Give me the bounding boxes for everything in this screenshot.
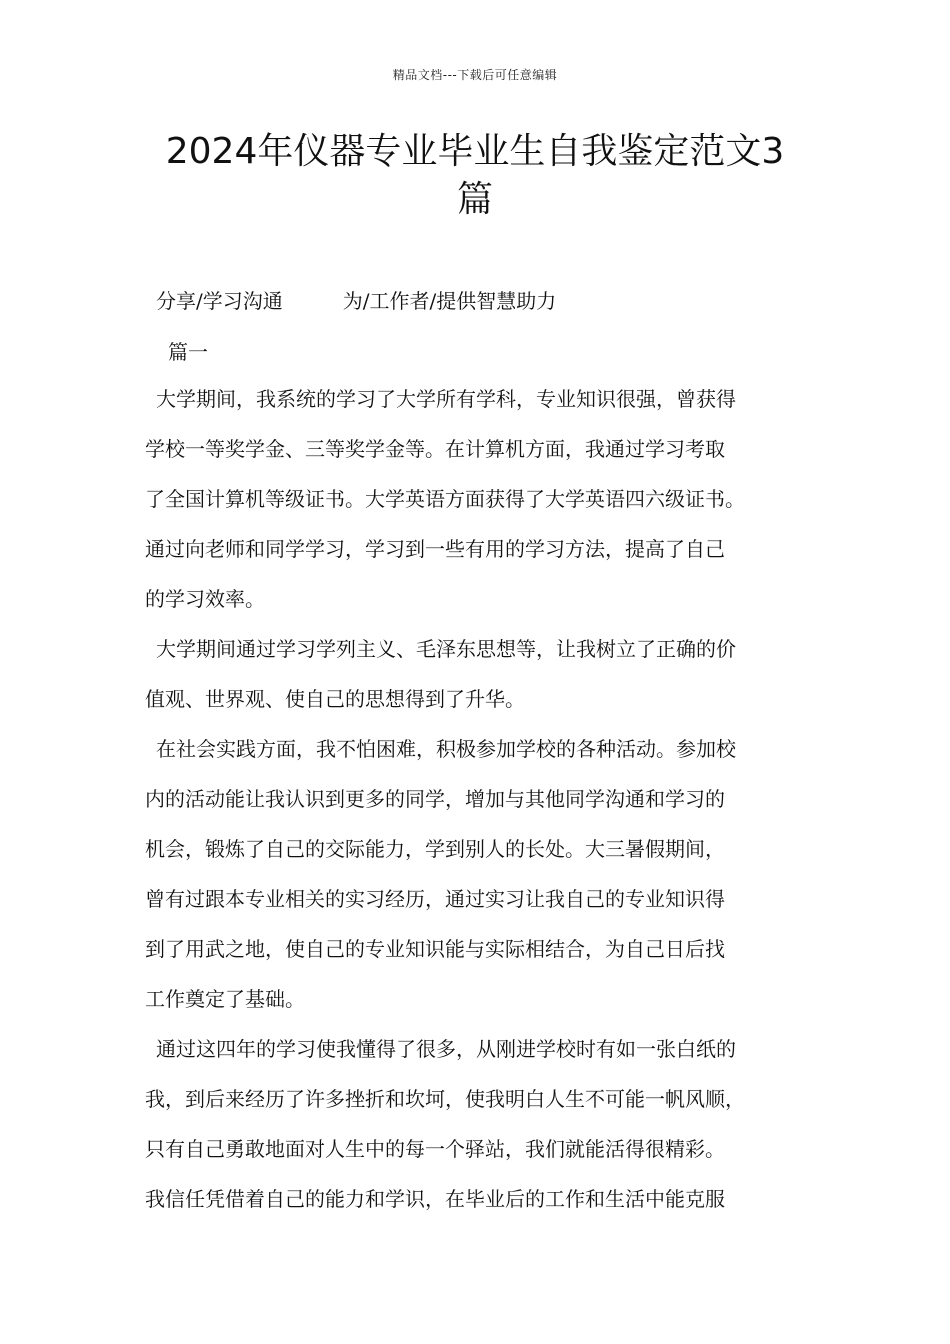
paragraph-line: 内的活动能让我认识到更多的同学，增加与其他同学沟通和学习的 <box>145 787 725 811</box>
paragraph-line: 只有自己勇敢地面对人生中的每一个驿站，我们就能活得很精彩。 <box>145 1137 725 1161</box>
paragraph-2 <box>145 624 835 724</box>
paragraph-line: 在社会实践方面，我不怕困难，积极参加学校的各种活动。参加校 <box>156 737 736 761</box>
paragraph-line: 学校一等奖学金、三等奖学金等。在计算机方面，我通过学习考取 <box>145 437 725 461</box>
section-label: 篇一 <box>168 340 208 364</box>
paragraph-line: 了全国计算机等级证书。大学英语方面获得了大学英语四六级证书。 <box>145 487 745 511</box>
paragraph-line: 的学习效率。 <box>145 587 265 611</box>
title-line-1: 2024年仪器专业毕业生自我鉴定范文3 <box>165 131 785 172</box>
byline: 分享/学习沟通 为/工作者/提供智慧助力 <box>156 289 557 313</box>
paragraph-line: 通过这四年的学习使我懂得了很多，从刚进学校时有如一张白纸的 <box>156 1037 736 1061</box>
paragraph-line: 到了用武之地，使自己的专业知识能与实际相结合，为自己日后找 <box>145 937 725 961</box>
paragraph-4 <box>145 1024 835 1224</box>
paragraph-line: 通过向老师和同学学习，学习到一些有用的学习方法，提高了自己 <box>145 537 725 561</box>
paragraph-line: 大学期间，我系统的学习了大学所有学科，专业知识很强，曾获得 <box>156 387 736 411</box>
paragraph-line: 我，到后来经历了许多挫折和坎坷，使我明白人生不可能一帆风顺， <box>145 1087 745 1111</box>
paragraph-line: 工作奠定了基础。 <box>145 987 305 1011</box>
header-note: 精品文档---下载后可任意编辑 <box>392 68 558 82</box>
paragraph-line: 机会，锻炼了自己的交际能力，学到别人的长处。大三暑假期间， <box>145 837 725 861</box>
document-title <box>120 128 830 224</box>
paragraph-line: 我信任凭借着自己的能力和学识，在毕业后的工作和生活中能克服 <box>145 1187 725 1211</box>
paragraph-1 <box>145 374 835 624</box>
paragraph-line: 曾有过跟本专业相关的实习经历，通过实习让我自己的专业知识得 <box>145 887 725 911</box>
paragraph-line: 值观、世界观、使自己的思想得到了升华。 <box>145 687 525 711</box>
title-line-2: 篇 <box>456 179 493 220</box>
paragraph-3 <box>145 724 835 1024</box>
paragraph-line: 大学期间通过学习学列主义、毛泽东思想等，让我树立了正确的价 <box>156 637 736 661</box>
